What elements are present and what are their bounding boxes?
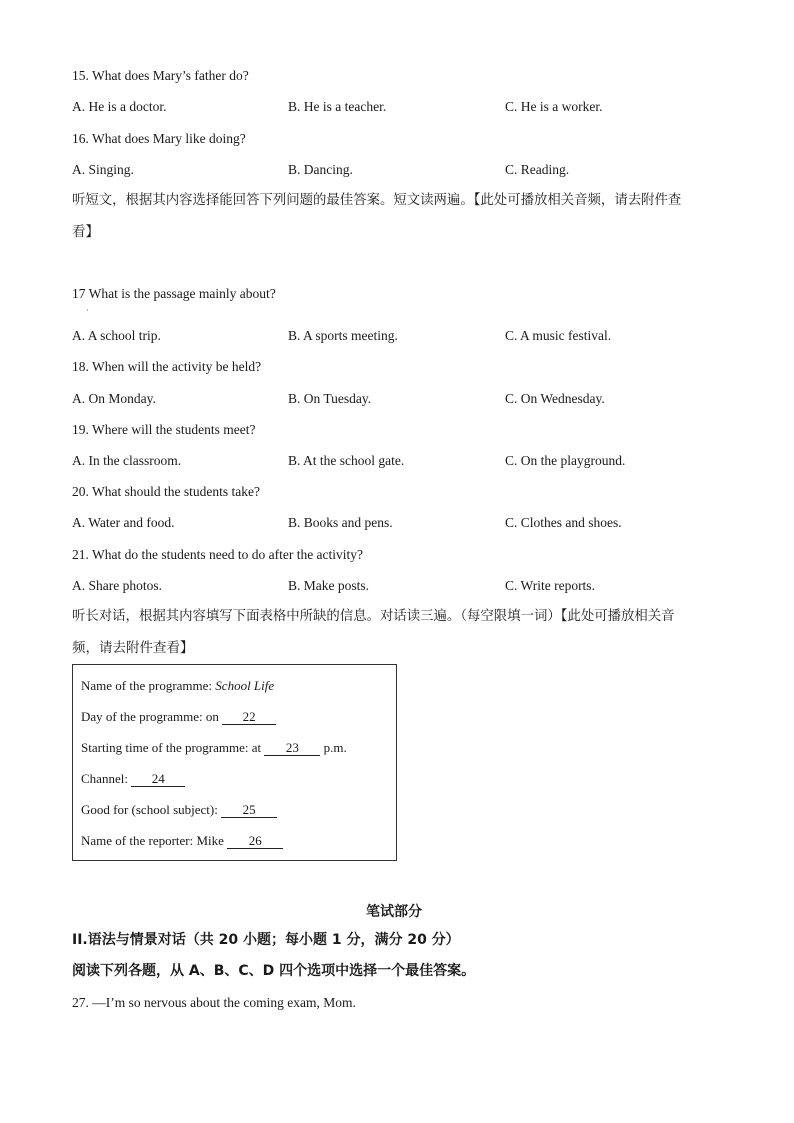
programme-name-value: School Life (215, 678, 275, 693)
listening-instruction-long-dialogue: 听长对话，根据其内容填写下面表格中所缺的信息。对话读三遍。（每空限填一词）【此处可播放相关音 (72, 609, 675, 624)
channel-label: Channel: (81, 771, 132, 786)
listening-instruction-short-passage-cont: 看】 (72, 224, 99, 240)
q20-option-b: B. Books and pens. (288, 515, 393, 530)
q21-option-c: C. Write reports. (505, 578, 595, 593)
blank-24[interactable]: 24 (131, 772, 185, 787)
q21-option-b: B. Make posts. (288, 578, 369, 593)
q17-option-c: C. A music festival. (505, 328, 612, 343)
q20-option-c: C. Clothes and shoes. (505, 515, 622, 530)
question-16: 16. What does Mary like doing? (72, 131, 246, 146)
table-row-programme-name (81, 677, 274, 695)
starting-time-label: Starting time of the programme: at (81, 740, 265, 755)
q20-option-a: A. Water and food. (72, 515, 175, 530)
blank-23[interactable]: 23 (264, 741, 320, 756)
q19-option-c: C. On the playground. (505, 453, 626, 468)
question-18: 18. When will the activity be held? (72, 359, 262, 374)
question-15: 15. What does Mary’s father do? (72, 68, 249, 83)
q19-option-b: B. At the school gate. (288, 453, 405, 468)
programme-day-label: Day of the programme: on (81, 709, 223, 724)
q21-option-a: A. Share photos. (72, 578, 162, 593)
question-27: 27. —I’m so nervous about the coming exam, Mom. (72, 995, 356, 1010)
question-17: 17 What is the passage mainly about? (72, 286, 276, 301)
section-2-instruction: 阅读下列各题，从 A、B、C、D 四个选项中选择一个最佳答案。 (72, 963, 476, 979)
q15-option-a: A. He is a doctor. (72, 99, 167, 114)
question-19: 19. Where will the students meet? (72, 422, 256, 437)
table-row-school-subject (81, 801, 277, 819)
q15-option-b: B. He is a teacher. (288, 99, 387, 114)
q17-option-a: A. A school trip. (72, 328, 161, 343)
section-2-title: II.语法与情景对话（共 20 小题；每小题 1 分，满分 20 分） (72, 932, 460, 948)
q16-option-b: B. Dancing. (288, 162, 353, 177)
question-21: 21. What do the students need to do after the activity? (72, 547, 364, 562)
question-20: 20. What should the students take? (72, 484, 260, 499)
q17-option-b: B. A sports meeting. (288, 328, 398, 343)
table-row-programme-day (81, 708, 276, 726)
blank-25[interactable]: 25 (221, 803, 277, 818)
school-subject-label: Good for (school subject): (81, 802, 222, 817)
listening-instruction-long-dialogue-cont: 频，请去附件查看】 (72, 640, 194, 656)
table-row-reporter (81, 832, 283, 850)
table-row-channel (81, 770, 185, 788)
listening-instruction-short-passage: 听短文，根据其内容选择能回答下列问题的最佳答案。短文读两遍。【此处可播放相关音频，请去附件查 (72, 193, 682, 208)
q18-option-b: B. On Tuesday. (288, 391, 372, 406)
written-part-title: 笔试部分 (366, 904, 422, 920)
reporter-label: Name of the reporter: Mike (81, 833, 228, 848)
question-17-mark: · (86, 306, 89, 315)
q18-option-c: C. On Wednesday. (505, 391, 605, 406)
q16-option-c: C. Reading. (505, 162, 570, 177)
programme-info-table (72, 664, 397, 861)
blank-26[interactable]: 26 (227, 834, 283, 849)
blank-22[interactable]: 22 (222, 710, 276, 725)
table-row-starting-time (81, 739, 347, 757)
q16-option-a: A. Singing. (72, 162, 134, 177)
starting-time-suffix: p.m. (320, 740, 347, 755)
programme-name-label: Name of the programme: (81, 678, 216, 693)
q18-option-a: A. On Monday. (72, 391, 156, 406)
q15-option-c: C. He is a worker. (505, 99, 603, 114)
q19-option-a: A. In the classroom. (72, 453, 182, 468)
